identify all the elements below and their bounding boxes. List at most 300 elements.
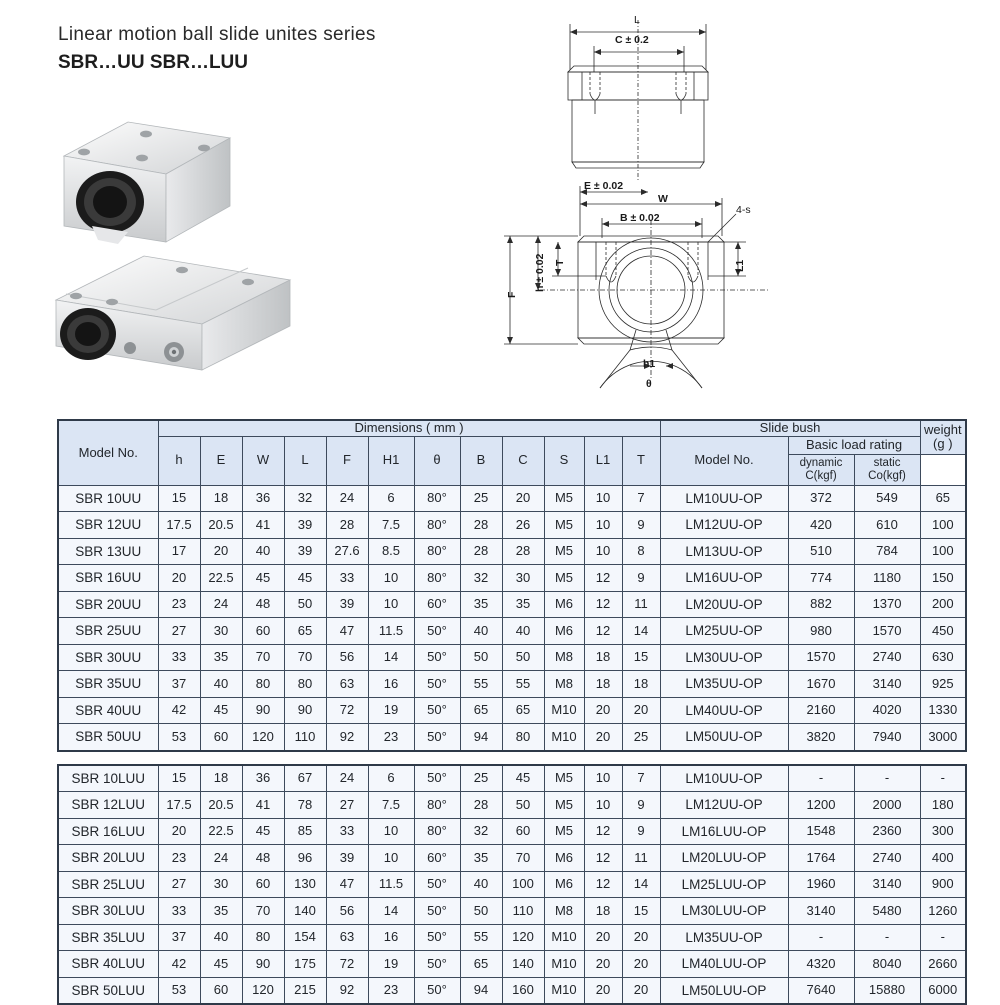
- cell-value: 100: [920, 512, 966, 539]
- cell-value: 27: [326, 792, 368, 819]
- cell-value: 784: [854, 538, 920, 565]
- cell-value: 22.5: [200, 818, 242, 845]
- cell-bush-model-no: LM35UU-OP: [660, 671, 788, 698]
- cell-value: M5: [544, 538, 584, 565]
- cell-model-no: SBR 40UU: [58, 697, 158, 724]
- cell-value: 48: [242, 591, 284, 618]
- cell-value: 12: [584, 618, 622, 645]
- cell-value: 50°: [414, 671, 460, 698]
- cell-bush-model-no: LM20LUU-OP: [660, 845, 788, 872]
- dim-label-B-tol: B ± 0.02: [620, 212, 660, 224]
- cell-bush-model-no: LM12UU-OP: [660, 512, 788, 539]
- header-weight-unit: (g ): [933, 436, 953, 452]
- cell-value: M5: [544, 792, 584, 819]
- title-line-2: SBR…UU SBR…LUU: [58, 52, 248, 73]
- cell-bush-model-no: LM30LUU-OP: [660, 898, 788, 925]
- header-weight-label: weight: [924, 421, 962, 437]
- cell-model-no: SBR 20UU: [58, 591, 158, 618]
- header-slide-bush: Slide bush: [660, 420, 920, 436]
- cell-value: 27: [158, 618, 200, 645]
- cell-value: 10: [584, 765, 622, 792]
- specifications-table-wrap: [57, 419, 962, 1005]
- cell-value: 65: [460, 697, 502, 724]
- cell-value: 63: [326, 924, 368, 951]
- cell-value: 7.5: [368, 792, 414, 819]
- cell-value: 12: [584, 871, 622, 898]
- cell-value: 18: [584, 898, 622, 925]
- cell-value: 980: [788, 618, 854, 645]
- cell-value: 120: [502, 924, 544, 951]
- cell-value: 78: [284, 792, 326, 819]
- cell-value: 72: [326, 697, 368, 724]
- cell-value: 65: [460, 951, 502, 978]
- header-dynamic-load: [788, 454, 854, 485]
- cell-bush-model-no: LM13UU-OP: [660, 538, 788, 565]
- cell-value: M5: [544, 765, 584, 792]
- cell-value: 23: [158, 845, 200, 872]
- cell-value: 18: [584, 644, 622, 671]
- cell-value: M10: [544, 724, 584, 751]
- cell-value: 45: [284, 565, 326, 592]
- cell-value: 2000: [854, 792, 920, 819]
- cell-value: 50: [460, 898, 502, 925]
- cell-value: 20: [584, 924, 622, 951]
- cell-value: 1570: [788, 644, 854, 671]
- cell-value: 45: [200, 697, 242, 724]
- cell-value: 175: [284, 951, 326, 978]
- cell-value: 1670: [788, 671, 854, 698]
- cell-value: 14: [368, 898, 414, 925]
- cell-bush-model-no: LM50UU-OP: [660, 724, 788, 751]
- cell-bush-model-no: LM10UU-OP: [660, 485, 788, 512]
- header-col-C: C: [502, 436, 544, 485]
- cell-value: 20.5: [200, 512, 242, 539]
- cell-model-no: SBR 12UU: [58, 512, 158, 539]
- cell-model-no: SBR 12LUU: [58, 792, 158, 819]
- cell-value: 12: [584, 565, 622, 592]
- cell-value: 3140: [854, 671, 920, 698]
- cell-value: M6: [544, 845, 584, 872]
- header-col-theta: θ: [414, 436, 460, 485]
- cell-value: 16: [368, 671, 414, 698]
- cell-value: 12: [584, 818, 622, 845]
- cell-value: 70: [502, 845, 544, 872]
- cell-value: 39: [326, 845, 368, 872]
- cell-value: 100: [920, 538, 966, 565]
- cell-value: 80°: [414, 818, 460, 845]
- cell-value: 18: [622, 671, 660, 698]
- cell-value: M5: [544, 485, 584, 512]
- header-col-H1: H1: [368, 436, 414, 485]
- dim-label-C-tol: C ± 0.2: [615, 34, 649, 46]
- cell-value: 14: [368, 644, 414, 671]
- drawing-front-view: [480, 180, 780, 396]
- cell-value: 20: [584, 977, 622, 1004]
- cell-value: 3140: [788, 898, 854, 925]
- cell-value: 47: [326, 871, 368, 898]
- cell-value: 1260: [920, 898, 966, 925]
- cell-value: 33: [158, 898, 200, 925]
- cell-value: 80°: [414, 792, 460, 819]
- cell-value: 5480: [854, 898, 920, 925]
- cell-value: -: [788, 765, 854, 792]
- cell-value: 50: [502, 792, 544, 819]
- cell-value: 27.6: [326, 538, 368, 565]
- header-col-L1: L1: [584, 436, 622, 485]
- cell-value: 3820: [788, 724, 854, 751]
- cell-value: 1960: [788, 871, 854, 898]
- cell-value: 10: [368, 845, 414, 872]
- cell-value: 14: [622, 618, 660, 645]
- cell-value: 56: [326, 644, 368, 671]
- table-row: [58, 871, 966, 898]
- cell-value: 1200: [788, 792, 854, 819]
- cell-value: M8: [544, 671, 584, 698]
- dim-label-4s: 4-s: [736, 204, 751, 216]
- cell-value: 28: [460, 792, 502, 819]
- cell-bush-model-no: LM50LUU-OP: [660, 977, 788, 1004]
- cell-value: 372: [788, 485, 854, 512]
- cell-value: 20: [158, 565, 200, 592]
- cell-value: 7640: [788, 977, 854, 1004]
- cell-value: 33: [158, 644, 200, 671]
- cell-value: 39: [284, 512, 326, 539]
- table-row: [58, 765, 966, 792]
- header-col-T: T: [622, 436, 660, 485]
- header-col-L: L: [284, 436, 326, 485]
- cell-value: 1370: [854, 591, 920, 618]
- cell-value: 27: [158, 871, 200, 898]
- table-row: [58, 792, 966, 819]
- header-dimensions: Dimensions ( mm ): [158, 420, 660, 436]
- cell-value: 20: [584, 951, 622, 978]
- cell-model-no: SBR 50UU: [58, 724, 158, 751]
- cell-value: 300: [920, 818, 966, 845]
- table-row: [58, 924, 966, 951]
- cell-value: 10: [584, 512, 622, 539]
- cell-value: 150: [920, 565, 966, 592]
- cell-value: 10: [368, 818, 414, 845]
- cell-value: 3140: [854, 871, 920, 898]
- cell-value: 20: [622, 697, 660, 724]
- header-dynamic-unit: C(kgf): [805, 469, 837, 482]
- cell-value: 6: [368, 485, 414, 512]
- cell-value: 70: [284, 644, 326, 671]
- cell-value: 85: [284, 818, 326, 845]
- cell-value: 60°: [414, 591, 460, 618]
- cell-value: 215: [284, 977, 326, 1004]
- cell-value: 510: [788, 538, 854, 565]
- product-photo-group: [52, 104, 312, 384]
- cell-value: 42: [158, 951, 200, 978]
- cell-value: 10: [584, 538, 622, 565]
- cell-value: 1764: [788, 845, 854, 872]
- cell-value: 16: [368, 924, 414, 951]
- cell-value: M5: [544, 512, 584, 539]
- cell-value: 33: [326, 818, 368, 845]
- cell-value: -: [854, 765, 920, 792]
- cell-value: 100: [502, 871, 544, 898]
- cell-value: 1548: [788, 818, 854, 845]
- cell-value: 67: [284, 765, 326, 792]
- cell-value: 90: [284, 697, 326, 724]
- header-dynamic-label: dynamic: [799, 456, 843, 469]
- header-col-B: B: [460, 436, 502, 485]
- cell-value: 549: [854, 485, 920, 512]
- cell-value: 30: [200, 871, 242, 898]
- cell-value: 9: [622, 818, 660, 845]
- cell-value: 37: [158, 924, 200, 951]
- cell-value: 40: [200, 671, 242, 698]
- cell-value: 65: [284, 618, 326, 645]
- cell-bush-model-no: LM12UU-OP: [660, 792, 788, 819]
- cell-value: 40: [460, 618, 502, 645]
- cell-value: 40: [502, 618, 544, 645]
- cell-value: 50°: [414, 724, 460, 751]
- cell-value: 92: [326, 724, 368, 751]
- cell-value: 70: [242, 644, 284, 671]
- table-row: [58, 818, 966, 845]
- cell-value: 20: [200, 538, 242, 565]
- cell-value: 50°: [414, 977, 460, 1004]
- cell-value: M10: [544, 924, 584, 951]
- cell-value: 160: [502, 977, 544, 1004]
- cell-bush-model-no: LM40UU-OP: [660, 697, 788, 724]
- cell-value: 65: [502, 697, 544, 724]
- cell-value: 7.5: [368, 512, 414, 539]
- cell-bush-model-no: LM16UU-OP: [660, 565, 788, 592]
- cell-value: 30: [502, 565, 544, 592]
- cell-value: 15: [622, 644, 660, 671]
- cell-value: 6000: [920, 977, 966, 1004]
- engineering-drawings: [460, 4, 780, 396]
- cell-value: 50°: [414, 951, 460, 978]
- cell-value: -: [788, 924, 854, 951]
- cell-value: 110: [284, 724, 326, 751]
- cell-value: 2160: [788, 697, 854, 724]
- cell-value: 55: [460, 671, 502, 698]
- title-line-1: Linear motion ball slide unites series: [58, 24, 376, 45]
- dim-label-h1: h1: [643, 358, 656, 370]
- cell-value: -: [854, 924, 920, 951]
- cell-value: 900: [920, 871, 966, 898]
- cell-value: 20.5: [200, 792, 242, 819]
- cell-model-no: SBR 35LUU: [58, 924, 158, 951]
- cell-value: 200: [920, 591, 966, 618]
- cell-value: 60: [200, 724, 242, 751]
- cell-value: 10: [584, 485, 622, 512]
- dim-label-F: F: [506, 291, 518, 298]
- cell-value: 1180: [854, 565, 920, 592]
- cell-value: 60: [200, 977, 242, 1004]
- cell-value: M5: [544, 818, 584, 845]
- spec-table-uu-body: [58, 485, 966, 751]
- cell-value: 35: [460, 591, 502, 618]
- header-static-load: [854, 454, 920, 485]
- cell-value: 1330: [920, 697, 966, 724]
- table-row: [58, 485, 966, 512]
- cell-value: 4020: [854, 697, 920, 724]
- cell-value: 42: [158, 697, 200, 724]
- cell-value: 80°: [414, 512, 460, 539]
- sbr-uu-short-block-photo: [58, 114, 238, 254]
- cell-value: 40: [200, 924, 242, 951]
- cell-value: 65: [920, 485, 966, 512]
- cell-value: 2660: [920, 951, 966, 978]
- cell-value: 26: [502, 512, 544, 539]
- header-col-h: h: [158, 436, 200, 485]
- cell-value: 32: [460, 818, 502, 845]
- cell-value: 25: [460, 765, 502, 792]
- header-col-S: S: [544, 436, 584, 485]
- cell-bush-model-no: LM35UU-OP: [660, 924, 788, 951]
- header-weight: [920, 420, 966, 454]
- header-bush-model-no: Model No.: [660, 436, 788, 485]
- cell-value: 9: [622, 512, 660, 539]
- dim-label-T: T: [554, 259, 566, 266]
- dim-label-L1: L1: [734, 259, 746, 272]
- cell-value: 24: [326, 485, 368, 512]
- cell-value: 36: [242, 485, 284, 512]
- cell-value: 96: [284, 845, 326, 872]
- cell-value: 60: [242, 618, 284, 645]
- cell-value: 90: [242, 697, 284, 724]
- table-row: [58, 538, 966, 565]
- cell-value: 94: [460, 977, 502, 1004]
- cell-model-no: SBR 25UU: [58, 618, 158, 645]
- cell-value: 20: [158, 818, 200, 845]
- cell-value: 10: [368, 565, 414, 592]
- cell-model-no: SBR 13UU: [58, 538, 158, 565]
- cell-value: M10: [544, 951, 584, 978]
- cell-value: 11.5: [368, 871, 414, 898]
- cell-value: 420: [788, 512, 854, 539]
- cell-model-no: SBR 20LUU: [58, 845, 158, 872]
- cell-value: 17.5: [158, 792, 200, 819]
- dim-label-E-tol: E ± 0.02: [584, 180, 624, 192]
- cell-value: 50°: [414, 898, 460, 925]
- cell-value: 56: [326, 898, 368, 925]
- cell-value: 14: [622, 871, 660, 898]
- cell-value: 20: [584, 724, 622, 751]
- cell-value: 17.5: [158, 512, 200, 539]
- cell-value: 20: [622, 951, 660, 978]
- cell-model-no: SBR 50LUU: [58, 977, 158, 1004]
- cell-value: 19: [368, 951, 414, 978]
- cell-value: 7940: [854, 724, 920, 751]
- cell-value: 35: [200, 898, 242, 925]
- cell-value: 15: [158, 485, 200, 512]
- cell-bush-model-no: LM25LUU-OP: [660, 871, 788, 898]
- cell-value: 45: [502, 765, 544, 792]
- cell-value: 60°: [414, 845, 460, 872]
- cell-value: 10: [584, 792, 622, 819]
- cell-model-no: SBR 16LUU: [58, 818, 158, 845]
- cell-value: 50°: [414, 644, 460, 671]
- cell-value: 23: [368, 724, 414, 751]
- cell-value: 140: [284, 898, 326, 925]
- table-row: [58, 618, 966, 645]
- cell-value: 11.5: [368, 618, 414, 645]
- cell-value: 450: [920, 618, 966, 645]
- cell-value: 18: [200, 765, 242, 792]
- cell-value: 80: [242, 924, 284, 951]
- table-row: [58, 644, 966, 671]
- table-row: [58, 671, 966, 698]
- cell-value: 11: [622, 591, 660, 618]
- cell-value: 41: [242, 792, 284, 819]
- cell-value: 94: [460, 724, 502, 751]
- cell-value: 17: [158, 538, 200, 565]
- cell-value: 60: [502, 818, 544, 845]
- cell-value: 72: [326, 951, 368, 978]
- cell-value: M6: [544, 871, 584, 898]
- cell-value: 80°: [414, 485, 460, 512]
- header-static-unit: Co(kgf): [868, 469, 906, 482]
- cell-value: 7: [622, 485, 660, 512]
- header-col-W: W: [242, 436, 284, 485]
- cell-value: 50°: [414, 924, 460, 951]
- cell-value: 6: [368, 765, 414, 792]
- cell-value: 3000: [920, 724, 966, 751]
- cell-value: 50°: [414, 697, 460, 724]
- cell-model-no: SBR 10LUU: [58, 765, 158, 792]
- cell-value: 45: [242, 818, 284, 845]
- cell-value: M10: [544, 697, 584, 724]
- table-row: [58, 898, 966, 925]
- table-row: [58, 591, 966, 618]
- cell-value: 25: [460, 485, 502, 512]
- cell-value: 10: [368, 591, 414, 618]
- cell-value: 40: [460, 871, 502, 898]
- cell-value: M10: [544, 977, 584, 1004]
- cell-value: 1570: [854, 618, 920, 645]
- cell-value: 925: [920, 671, 966, 698]
- cell-value: 20: [584, 697, 622, 724]
- cell-value: 28: [460, 512, 502, 539]
- cell-value: 2740: [854, 845, 920, 872]
- table-separator: [57, 752, 945, 764]
- cell-bush-model-no: LM20UU-OP: [660, 591, 788, 618]
- cell-value: 9: [622, 792, 660, 819]
- cell-value: 180: [920, 792, 966, 819]
- cell-model-no: SBR 40LUU: [58, 951, 158, 978]
- cell-value: 23: [368, 977, 414, 1004]
- cell-value: 60: [242, 871, 284, 898]
- cell-value: 8040: [854, 951, 920, 978]
- dim-label-h-tol: h ± 0.02: [534, 253, 546, 292]
- cell-value: 63: [326, 671, 368, 698]
- cell-value: 50°: [414, 765, 460, 792]
- cell-value: 45: [242, 565, 284, 592]
- cell-value: 15: [158, 765, 200, 792]
- cell-value: 40: [242, 538, 284, 565]
- drawing-top-view: [538, 10, 758, 190]
- cell-value: 24: [326, 765, 368, 792]
- cell-value: 18: [584, 671, 622, 698]
- cell-value: 50°: [414, 618, 460, 645]
- cell-value: 35: [460, 845, 502, 872]
- table-row: [58, 565, 966, 592]
- cell-value: 35: [200, 644, 242, 671]
- spec-table-uu: [57, 419, 967, 752]
- cell-value: 80: [284, 671, 326, 698]
- cell-value: 20: [622, 977, 660, 1004]
- header-static-label: static: [873, 456, 901, 469]
- cell-value: 18: [200, 485, 242, 512]
- cell-value: 50: [460, 644, 502, 671]
- header-basic-load-rating: Basic load rating: [788, 436, 920, 454]
